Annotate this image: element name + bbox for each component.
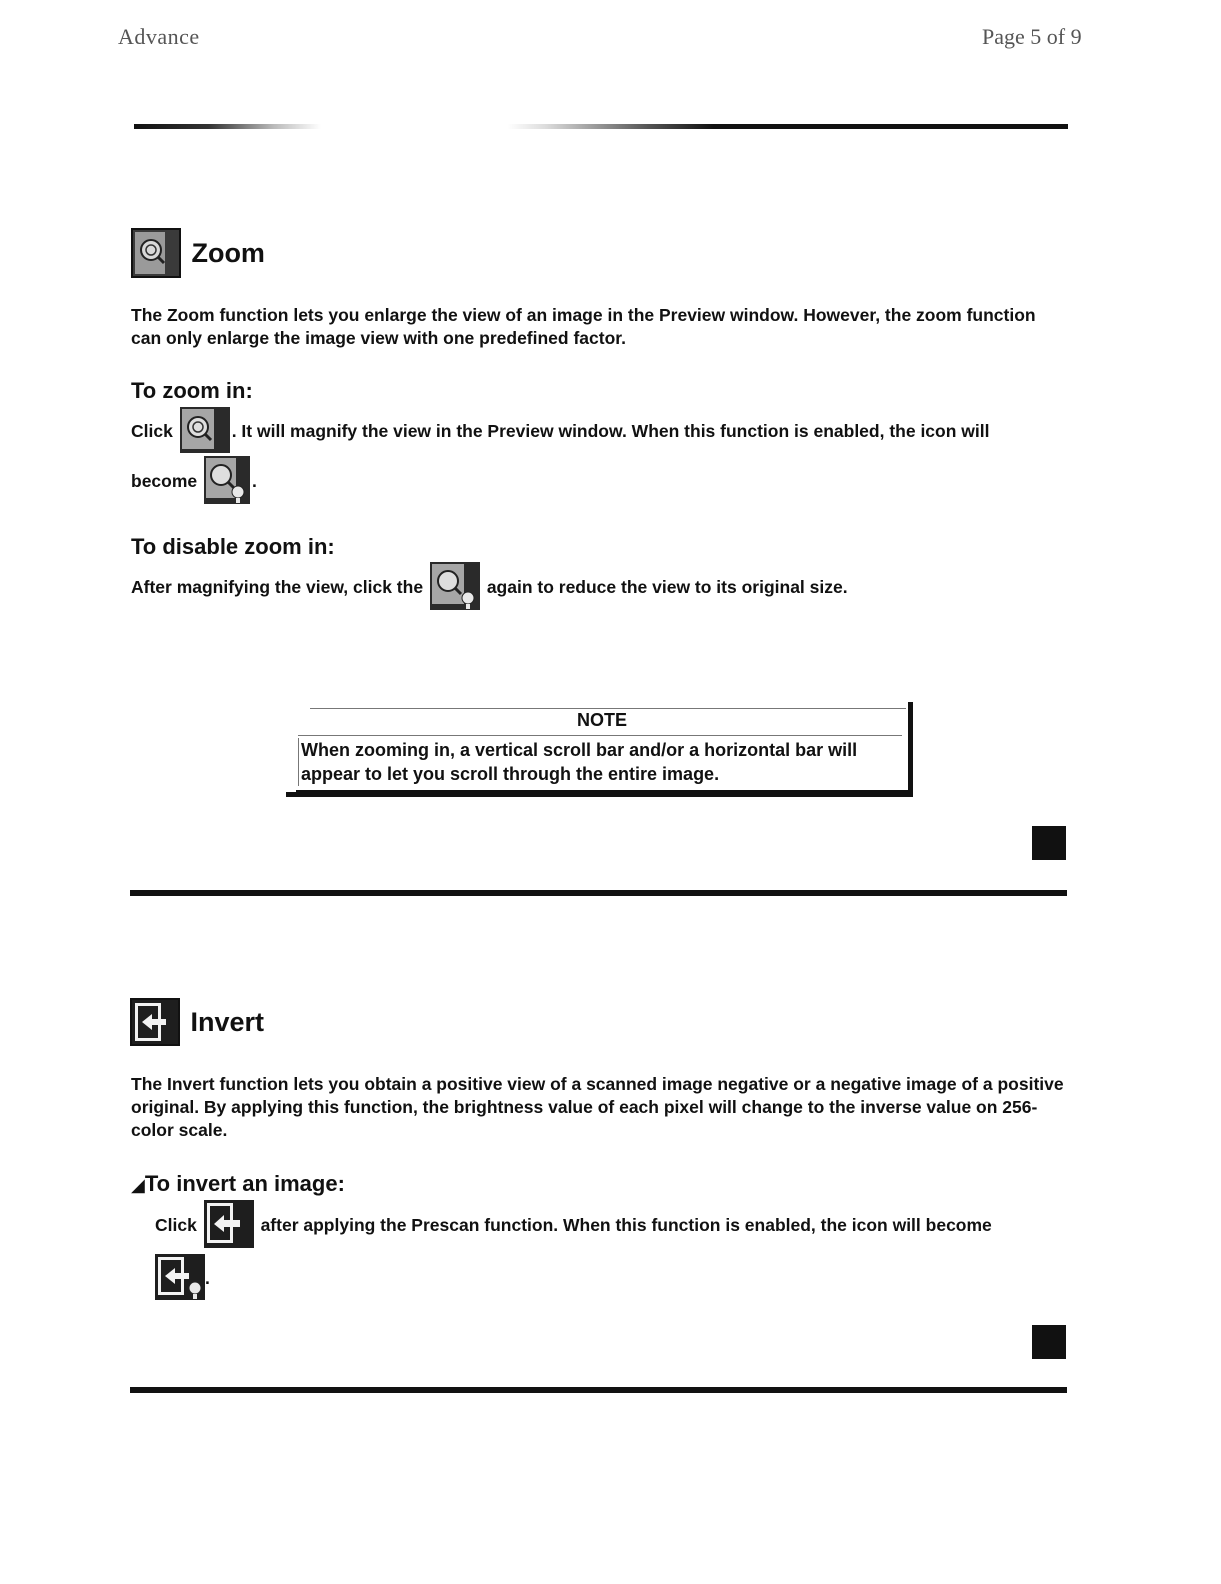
bullet-icon: ◢ <box>131 1175 145 1195</box>
disable-text-before: After magnifying the view, click the <box>131 577 424 598</box>
zoom-divider <box>130 890 1067 896</box>
zoom-heading <box>131 228 265 278</box>
click-label: Click <box>131 421 173 442</box>
zoom-description: The Zoom function lets you enlarge the view of an image in the Preview window. However, the zoom function can only enlarge the image view with one predefined factor. <box>131 305 1036 348</box>
invert-subheading-text: To invert an image: <box>144 1171 345 1196</box>
header-title: Advance <box>118 24 200 49</box>
section-end-marker <box>1032 826 1066 860</box>
disable-text-after: again to reduce the view to its original size. <box>486 577 848 598</box>
invert-click-label: Click <box>155 1215 197 1236</box>
invert-enabled-line <box>155 1254 210 1302</box>
invert-heading <box>130 998 264 1046</box>
page-number: Page 5 of 9 <box>982 24 1082 49</box>
invert-period: . <box>205 1268 210 1289</box>
zoom-enabled-icon <box>204 456 250 509</box>
section-end-marker <box>1032 1325 1066 1359</box>
become-period: . <box>252 471 257 492</box>
invert-button-icon[interactable] <box>204 1200 254 1253</box>
zoom-title: Zoom <box>191 237 265 268</box>
zoom-icon <box>131 228 181 278</box>
invert-title: Invert <box>190 1006 264 1037</box>
top-divider <box>134 124 1068 129</box>
disable-zoom-heading: To disable zoom in: <box>131 534 335 559</box>
zoom-in-line <box>131 407 989 457</box>
invert-subheading <box>131 1171 345 1197</box>
disable-zoom-line <box>131 562 848 612</box>
zoom-in-heading: To zoom in: <box>131 378 253 403</box>
note-top-border <box>310 708 906 709</box>
note-title: NOTE <box>576 710 627 730</box>
invert-enabled-icon <box>155 1254 205 1305</box>
become-line <box>131 456 257 506</box>
zoom-button-icon[interactable] <box>180 407 230 458</box>
invert-line <box>155 1200 992 1250</box>
note-divider <box>298 735 902 736</box>
invert-text: after applying the Prescan function. When this function is enabled, the icon will become <box>260 1215 992 1236</box>
note-shadow <box>286 792 913 797</box>
note-body: When zooming in, a vertical scroll bar and/or a horizontal bar will appear to let you scroll through the entire image. <box>298 738 901 786</box>
zoom-in-text: . It will magnify the view in the Preview window. When this function is enabled, the icon will <box>231 421 990 442</box>
zoom-enabled-button-icon[interactable] <box>430 562 480 615</box>
invert-description: The Invert function lets you obtain a positive view of a scanned image negative or a negative image of a positive original. By applying this function, the brightness value of each pixel will change to the inverse value on 256-color scale. <box>131 1074 1064 1140</box>
become-label: become <box>131 471 198 492</box>
invert-icon <box>130 998 180 1046</box>
invert-divider <box>130 1387 1067 1393</box>
